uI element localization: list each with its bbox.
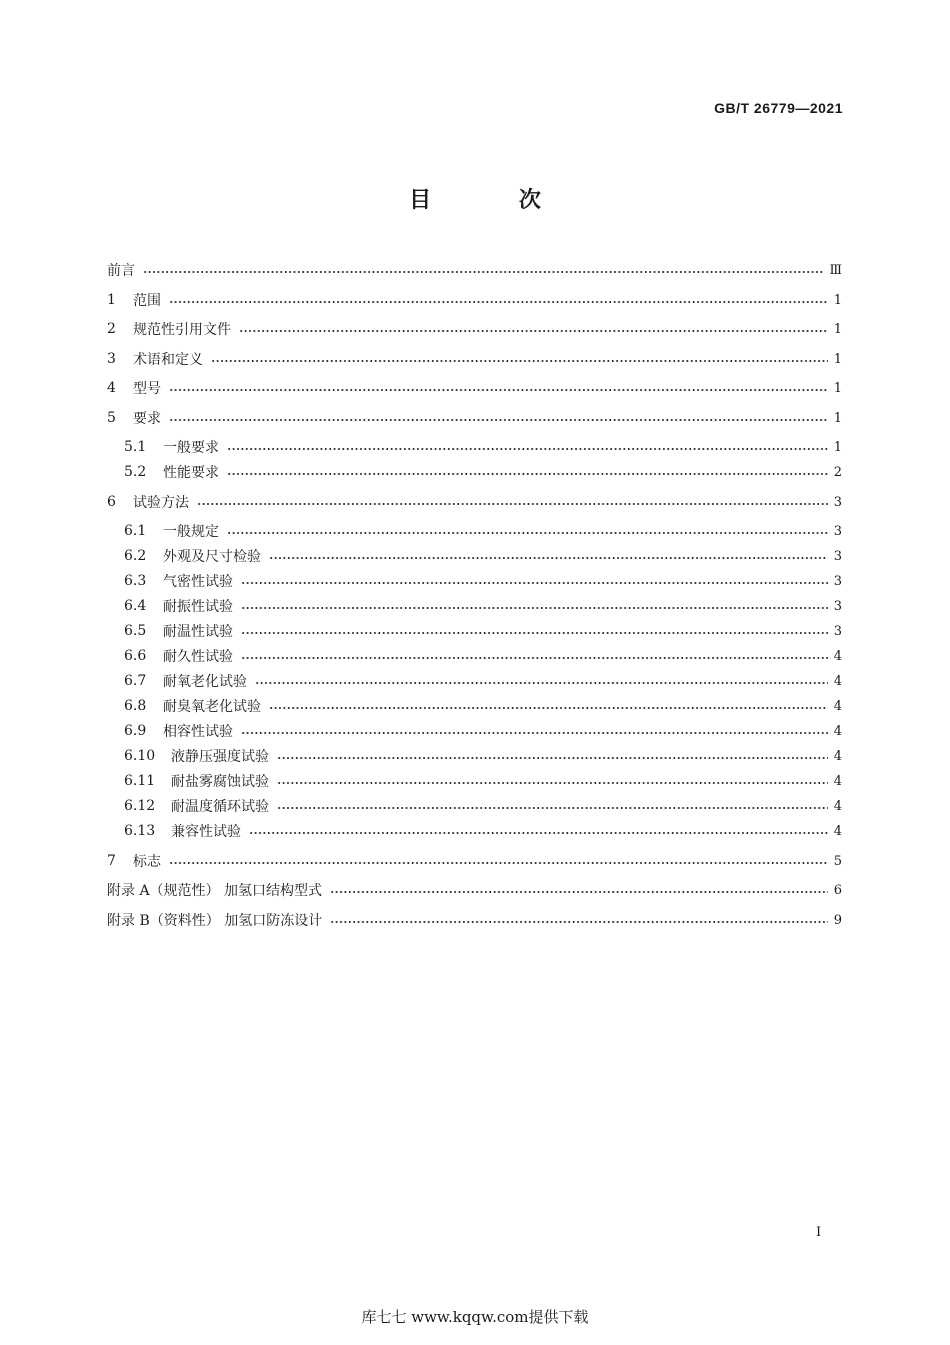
dot-leader [277,807,828,809]
toc-entry-page: 9 [833,912,842,928]
dot-leader [197,503,828,505]
toc-entry-page: Ⅲ [829,262,842,278]
dot-leader [227,448,828,450]
toc-entry-number: 6.10 [124,748,156,764]
dot-leader [241,632,828,634]
toc-entry-page: 5 [833,853,842,869]
toc-entry-6-13[interactable] [124,821,842,841]
toc-entry-label: 规范性引用文件 [133,322,231,338]
toc-entry-page: 3 [833,494,842,510]
toc-entry-7[interactable] [107,851,842,871]
toc-entry-4[interactable] [107,378,842,398]
toc-entry-page: 6 [833,882,842,898]
dot-leader [227,473,828,475]
toc-entry-label: 附录 B（资料性） 加氢口防冻设计 [107,913,323,929]
toc-entry-label: 性能要求 [163,465,219,481]
dot-leader [239,330,828,332]
toc-entry-number: 6.8 [124,698,147,714]
toc-entry-number: 5.2 [124,464,147,480]
toc-entry-page: 4 [833,823,842,839]
toc-entry-label: 耐振性试验 [163,599,233,615]
toc-entry-page: 4 [833,773,842,789]
toc-entry-number: 2 [107,321,116,337]
dot-leader [277,782,828,784]
dot-leader [330,891,828,893]
dot-leader [241,582,828,584]
toc-entry-number: 4 [107,380,116,396]
toc-entry-number: 6.1 [124,523,147,539]
toc-entry-label: 试验方法 [133,495,189,511]
toc-entry-page: 4 [833,798,842,814]
dot-leader [269,707,828,709]
toc-entry-6-6[interactable] [124,646,842,666]
toc-entry-page: 4 [833,748,842,764]
toc-entry-page: 3 [833,548,842,564]
dot-leader [211,360,828,362]
dot-leader [269,557,828,559]
toc-entry-label: 标志 [133,854,161,870]
toc-entry-label: 耐臭氧老化试验 [163,699,261,715]
toc-entry-number: 6.12 [124,798,156,814]
toc-entry-label: 一般要求 [163,440,219,456]
dot-leader [143,271,823,273]
page-number: I [816,1225,822,1240]
toc-entry-page: 1 [833,439,842,455]
toc-entry-5-2[interactable] [124,462,842,482]
toc-entry-label: 前言 [107,263,135,279]
dot-leader [169,389,828,391]
toc-entry-number: 3 [107,351,116,367]
toc-entry-number: 6.13 [124,823,156,839]
toc-entry-6-12[interactable] [124,796,842,816]
toc-entry-label: 一般规定 [163,524,219,540]
toc-entry-page: 4 [833,723,842,739]
standard-code: GB/T 26779—2021 [714,100,843,116]
toc-entry-6-8[interactable] [124,696,842,716]
toc-entry-5[interactable] [107,408,842,428]
toc-entry-6-2[interactable] [124,546,842,566]
toc-entry-page: 1 [833,380,842,396]
dot-leader [169,301,828,303]
toc-entry-1[interactable] [107,290,842,310]
toc-entry-label: 附录 A（规范性） 加氢口结构型式 [107,883,323,899]
toc-entry-number: 1 [107,292,116,308]
toc-entry-annex-a[interactable] [107,880,842,900]
toc-entry-number: 6.11 [124,773,156,789]
toc-entry-6-9[interactable] [124,721,842,741]
toc-entry-6-4[interactable] [124,596,842,616]
toc-entry-page: 3 [833,523,842,539]
toc-entry-number: 6.7 [124,673,147,689]
toc-entry-page: 2 [833,464,842,480]
toc-entry-label: 耐温度循环试验 [171,799,269,815]
toc-entry-label: 耐氧老化试验 [163,674,247,690]
toc-entry-5-1[interactable] [124,437,842,457]
toc-entry-6-1[interactable] [124,521,842,541]
toc-entry-6[interactable] [107,492,842,512]
toc-entry-number: 5.1 [124,439,147,455]
toc-entry-number: 7 [107,853,116,869]
toc-entry-label: 兼容性试验 [171,824,241,840]
toc-entry-number: 6.4 [124,598,147,614]
dot-leader [277,757,828,759]
toc-title: 目 次 [409,188,581,213]
toc-entry-number: 6.5 [124,623,147,639]
toc-entry-label: 要求 [133,411,161,427]
toc-entry-page: 3 [833,598,842,614]
toc-entry-annex-b[interactable] [107,910,842,930]
toc-entry-number: 6.6 [124,648,147,664]
dot-leader [241,732,828,734]
toc-entry-6-5[interactable] [124,621,842,641]
toc-entry-label: 耐久性试验 [163,649,233,665]
toc-entry-label: 耐温性试验 [163,624,233,640]
toc-entry-page: 4 [833,698,842,714]
dot-leader [169,862,828,864]
dot-leader [241,607,828,609]
toc-entry-number: 6.3 [124,573,147,589]
toc-entry-number: 6 [107,494,116,510]
dot-leader [227,532,828,534]
toc-entry-number: 5 [107,410,116,426]
toc-entry-label: 范围 [133,293,161,309]
toc-entry-label: 相容性试验 [163,724,233,740]
dot-leader [169,419,828,421]
toc-entry-label: 液静压强度试验 [171,749,269,765]
toc-entry-number: 6.2 [124,548,147,564]
toc-entry-label: 外观及尺寸检验 [163,549,261,565]
toc-entry-3[interactable] [107,349,842,369]
dot-leader [255,682,828,684]
toc-entry-6-3[interactable] [124,571,842,591]
footer-watermark-text: 库七七 www.kqqw.com提供下载 [361,1308,589,1326]
dot-leader [330,921,828,923]
toc-entry-page: 3 [833,623,842,639]
toc-entry-foreword[interactable] [107,260,842,280]
toc-entry-label: 术语和定义 [133,352,203,368]
toc-entry-page: 4 [833,648,842,664]
toc-entry-page: 1 [833,321,842,337]
toc-entry-6-7[interactable] [124,671,842,691]
dot-leader [249,832,828,834]
toc-entry-page: 1 [833,351,842,367]
toc-entry-6-11[interactable] [124,771,842,791]
toc-entry-number: 6.9 [124,723,147,739]
toc-entry-label: 耐盐雾腐蚀试验 [171,774,269,790]
toc-entry-label: 型号 [133,381,161,397]
dot-leader [241,657,828,659]
toc-entry-label: 气密性试验 [163,574,233,590]
toc-entry-page: 3 [833,573,842,589]
toc-entry-page: 4 [833,673,842,689]
toc-entry-page: 1 [833,292,842,308]
toc-entry-2[interactable] [107,319,842,339]
toc-entry-6-10[interactable] [124,746,842,766]
toc-entry-page: 1 [833,410,842,426]
